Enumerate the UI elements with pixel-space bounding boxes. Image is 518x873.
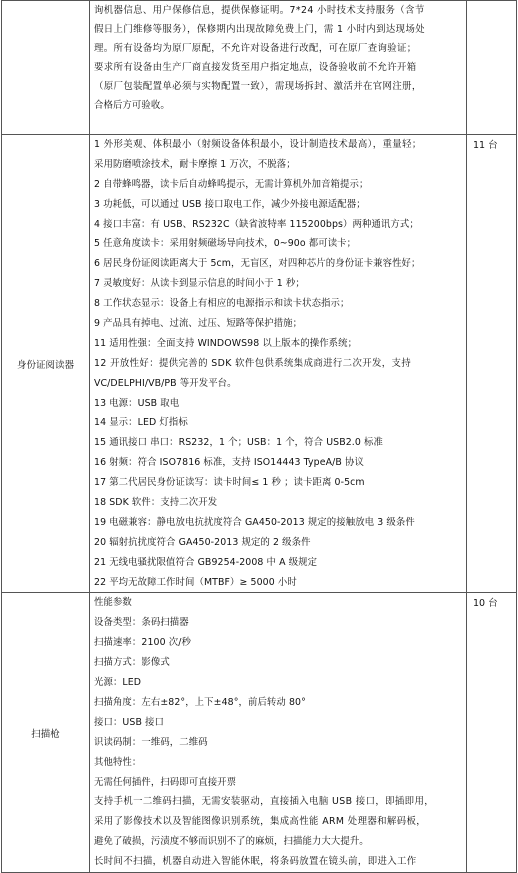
spec-line: 17 第二代居民身份证读写：读卡时间≤ 1 秒 ；读卡距离 0-5cm [94, 477, 365, 489]
spec-line: 扫描角度：左右±82°，上下±48°，前后转动 80° [94, 696, 306, 708]
spec-line: 11 适用性强：全面支持 WINDOWS98 以上版本的操作系统； [94, 337, 358, 349]
spec-line: 3 功耗低，可以通过 USB 接口取电工作，减少外接电源适配器； [94, 198, 366, 210]
spec-line: 7 灵敏度好：从读卡到显示信息的时间小于 1 秒； [94, 278, 305, 290]
table-row [2, 593, 517, 873]
spec-line: 询机器信息、用户保修信息，提供保修证明。7*24 小时技术支持服务（含节 [94, 5, 425, 16]
table-row [2, 135, 517, 593]
spec-line: 14 显示：LED 灯指标 [94, 417, 188, 429]
spec-line: 要求所有设备由生产厂商直接发货至用户指定地点，设备验收前不允许开箱 [94, 62, 417, 73]
spec-line: 采用防磨喷涂技术，耐卡摩擦 1 万次，不脱落； [94, 158, 296, 170]
spec-line: 20 辐射抗扰度符合 GA450-2013 规定的 2 级条件 [94, 536, 311, 548]
spec-line: 其他特性： [94, 756, 142, 768]
spec-line: 合格后方可验收。 [94, 100, 170, 111]
item-name-cell: 扫描枪 [2, 593, 90, 873]
quantity-cell: 10 台 [467, 593, 517, 873]
spec-line: 6 居民身份证阅读距离大于 5cm，无盲区，对四种芯片的身份证卡兼容性好； [94, 258, 421, 270]
spec-cell [90, 1, 467, 135]
spec-table [1, 0, 517, 873]
spec-line: 19 电磁兼容：静电放电抗扰度符合 GA450-2013 规定的接触放电 3 级条件 [94, 516, 415, 528]
spec-line: 设备类型：条码扫描器 [94, 617, 189, 629]
spec-line: 15 通讯接口 串口：RS232，1 个；USB：1 个，符合 USB2.0 标准 [94, 437, 383, 449]
spec-line: 长时间不扫描，机器自动进入智能休眠，将条码放置在镜头前，即进入工作 [94, 856, 417, 868]
spec-line: 扫描速率：2100 次/秒 [94, 637, 191, 649]
spec-line: 1 外形美观、体积最小（射频设备体积最小，设计制造技术最高），重量轻； [94, 139, 422, 150]
spec-line: 9 产品具有掉电、过流、过压、短路等保护措施； [94, 318, 303, 330]
spec-cell [90, 135, 467, 593]
spec-line: 无需任何插件，扫码即可直接开票 [94, 776, 237, 788]
spec-line: 避免了破损，污渍度不够而识别不了的麻烦，扫描能力大大提升。 [94, 836, 369, 848]
spec-line: 光源：LED [94, 677, 142, 689]
spec-line: 4 接口丰富：有 USB、RS232C（缺省波特率 115200bps）两种通讯方式； [94, 218, 419, 230]
quantity-cell [467, 1, 517, 135]
spec-line: 12 开放性好：提供完善的 SDK 软件包供系统集成商进行二次开发，支持 [94, 357, 412, 369]
spec-line: 18 SDK 软件：支持二次开发 [94, 497, 218, 509]
spec-cell [90, 593, 467, 873]
spec-line: 5 任意角度读卡：采用射频磁场导向技术，0~90o 都可读卡； [94, 238, 357, 250]
spec-line: 支持手机一二维码扫描，无需安装驱动，直接插入电脑 USB 接口，即插即用， [94, 796, 435, 808]
spec-line: 采用了影像技术以及智能图像识别系统，集成高性能 ARM 处理器和解码板， [94, 816, 427, 828]
spec-line [94, 115, 462, 134]
table-row [2, 1, 517, 135]
spec-line: 22 平均无故障工作时间（MTBF）≥ 5000 小时 [94, 576, 297, 588]
spec-line: （原厂包装配置单必须与实物配置一致），需现场拆封、激活并在官网注册， [94, 81, 422, 92]
spec-line: 8 工作状态显示：设备上有相应的电源指示和读卡状态指示； [94, 298, 350, 310]
spec-line: 识读码制：一维码，二维码 [94, 736, 208, 748]
spec-line: 假日上门维修等服务），保修期内出现故障免费上门，需 1 小时内到达现场处 [94, 24, 426, 35]
spec-line: VC/DELPHI/VB/PB 等开发平台。 [94, 377, 237, 389]
spec-line: 接口：USB 接口 [94, 716, 164, 728]
quantity-cell: 11 台 [467, 135, 517, 593]
item-name-cell [2, 1, 90, 135]
spec-line: 16 射频：符合 ISO7816 标准，支持 ISO14443 TypeA/B 协议 [94, 457, 364, 469]
spec-line: 扫描方式：影像式 [94, 657, 170, 669]
spec-line: 理。所有设备均为原厂原配，不允许对设备进行改配，可在原厂查询验证； [94, 43, 417, 54]
spec-line: 2 自带蜂鸣器，读卡后自动蜂鸣提示，无需计算机外加音箱提示； [94, 178, 369, 190]
spec-line: 21 无线电骚扰限值符合 GB9254-2008 中 A 级规定 [94, 556, 318, 568]
spec-line: 13 电源：USB 取电 [94, 397, 180, 409]
item-name-cell: 身份证阅读器 [2, 135, 90, 593]
spec-line: 性能参数 [94, 597, 132, 609]
